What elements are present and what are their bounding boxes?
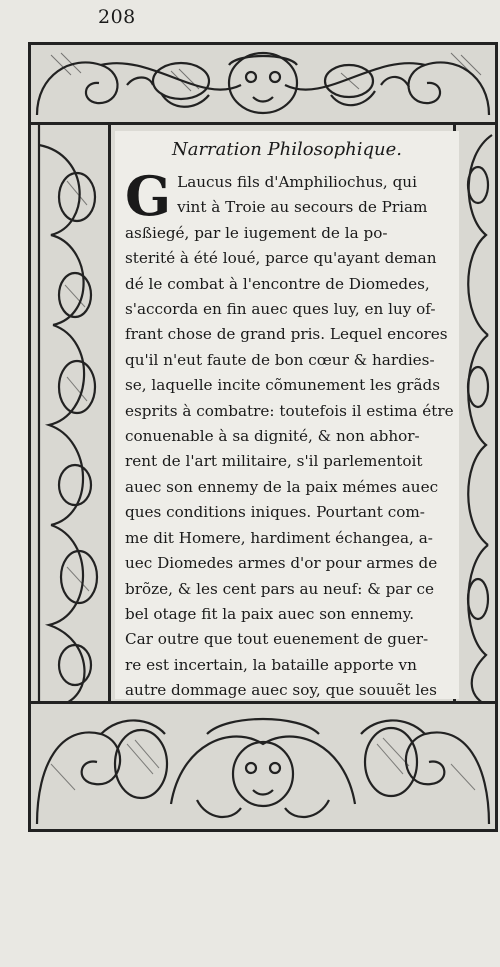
woodcut-border-frame [28, 42, 498, 832]
text-line: Car outre que tout euenement de guer- [125, 630, 429, 649]
right-ornament-column [453, 125, 495, 705]
page-number: 208 [98, 6, 136, 28]
top-ornament-icon [31, 45, 495, 122]
text-line: auec son ennemy de la paix mémes auec [125, 477, 439, 496]
text-line: asßiegé, par le iugement de la po- [125, 223, 388, 242]
text-line: me dit Homere, hardiment échangea, a- [125, 528, 433, 547]
bottom-ornament-band [31, 701, 495, 829]
text-line: dé le combat à l'encontre de Diomedes, [125, 274, 430, 293]
drop-cap: G [125, 164, 172, 228]
text-line: uec Diomedes armes d'or pour armes de [125, 554, 438, 573]
text-line: rent de l'art militaire, s'il parlementoit [125, 452, 423, 471]
text-line: bel otage fit la paix auec son ennemy. [125, 604, 415, 623]
text-line: ques conditions iniques. Pourtant com- [125, 503, 425, 522]
text-line: conuenable à sa dignité, & non abhor- [125, 427, 420, 446]
top-ornament-band [31, 45, 495, 125]
left-ornament-icon [31, 125, 108, 705]
text-line: se, laquelle incite cõmunement les grãds [125, 376, 441, 395]
text-line: frant chose de grand pris. Lequel encores [125, 325, 448, 344]
text-line: s'accorda en fin auec ques luy, en luy of- [125, 300, 436, 319]
left-ornament-column [31, 125, 111, 705]
section-heading: Narration Philosophique. [171, 139, 403, 160]
text-line: sterité à été loué, parce qu'ayant deman [125, 249, 437, 268]
text-line: qu'il n'eut faute de bon cœur & hardies- [125, 350, 435, 369]
bottom-ornament-icon [31, 704, 495, 829]
body-paragraph [115, 164, 459, 780]
text-line: Laucus fils d'Amphiliochus, qui [177, 173, 417, 191]
text-line: esprits à combatre: toutefois il estima étre [125, 401, 454, 420]
right-ornament-icon [456, 125, 495, 705]
text-line: re est incertain, la bataille apporte vn [125, 655, 417, 674]
text-line: brõze, & les cent pars au neuf: & par ce [125, 579, 434, 598]
text-line: autre dommage auec soy, que souuẽt les [125, 681, 437, 700]
text-panel [115, 131, 459, 699]
text-line: vint à Troie au secours de Priam [177, 198, 428, 217]
